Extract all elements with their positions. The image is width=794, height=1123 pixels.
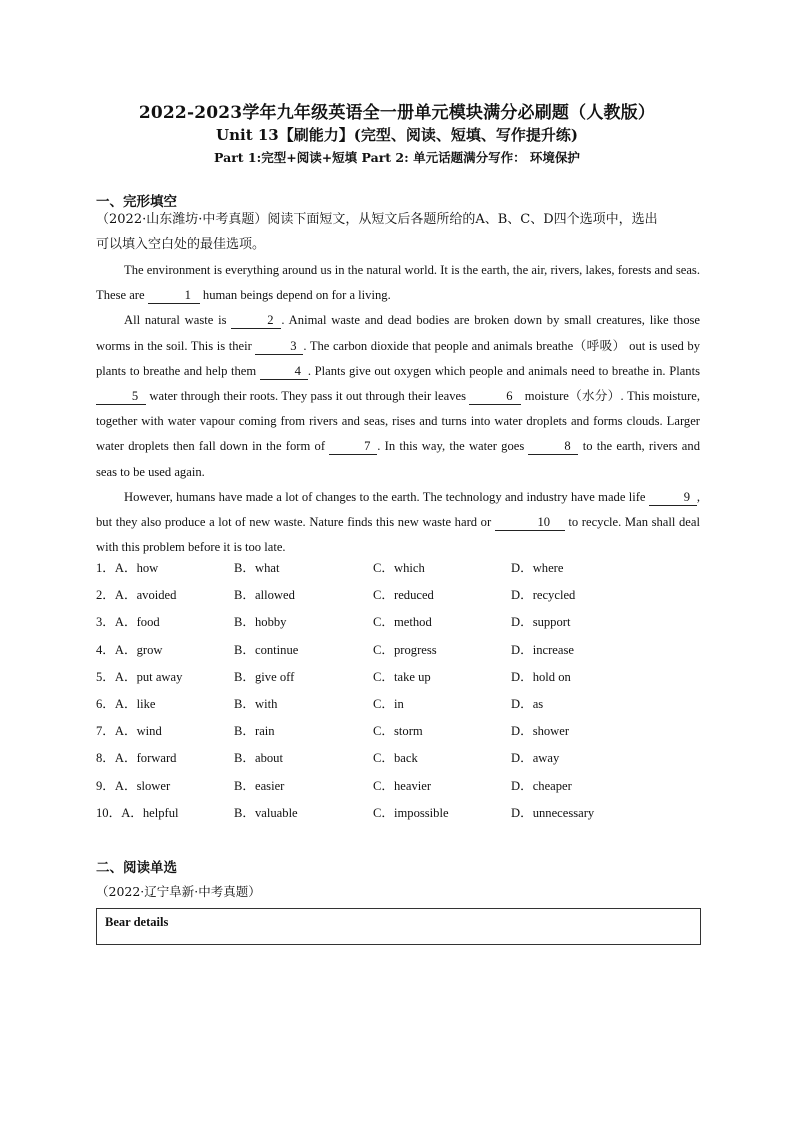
question-row (96, 639, 700, 666)
option-c: C．method (373, 615, 432, 630)
option-c: C．progress (373, 642, 437, 657)
question-row (96, 802, 700, 829)
option-b: B．about (234, 751, 283, 766)
option-d: D．unnecessary (511, 805, 595, 820)
blank-6: 6 (469, 388, 521, 405)
parts-subtitle: Part 1:完型+阅读+短填 Part 2: 单元话题满分写作： 环境保护 (214, 150, 580, 165)
cloze-passage (96, 258, 700, 560)
option-c: C．heavier (373, 778, 432, 793)
option-c: C．storm (373, 724, 423, 739)
option-b: B．with (234, 696, 278, 711)
unit-title: Unit 13【刷能力】(完型、阅读、短填、写作提升练) (216, 126, 578, 144)
document-title: 2022-2023学年九年级英语全一册单元模块满分必刷题（人教版） (138, 103, 656, 123)
question-options (96, 557, 700, 829)
option-c: C．reduced (373, 588, 434, 603)
section1-instruction (96, 207, 700, 257)
option-a: 2．A．avoided (96, 588, 177, 603)
question-row (96, 775, 700, 802)
question-row (96, 611, 700, 638)
section1-heading: 一、完形填空 (96, 194, 177, 210)
passage-paragraph-3: However, humans have made a lot of changes to the earth. The technology and industry have made life 9 , but they also produce a lot of new waste. Nature finds this new waste hard or 10 to recycle. Man shall deal with this problem before it is too late. (96, 489, 700, 555)
question-row (96, 720, 700, 747)
option-b: B．valuable (234, 805, 298, 820)
section2-source: （2022·辽宁阜新·中考真题） (96, 884, 261, 899)
option-b: B．hobby (234, 615, 287, 630)
option-d: D．cheaper (511, 778, 572, 793)
blank-7: 7 (329, 438, 377, 455)
option-a: 7．A．wind (96, 724, 162, 739)
option-a: 5．A．put away (96, 669, 183, 684)
option-b: B．easier (234, 778, 285, 793)
option-a: 10．A．helpful (96, 805, 179, 820)
option-c: C．in (373, 696, 404, 711)
option-a: 8．A．forward (96, 751, 177, 766)
option-a: 9．A．slower (96, 778, 171, 793)
option-d: D．away (511, 751, 560, 766)
option-a: 6．A．like (96, 696, 156, 711)
option-b: B．continue (234, 642, 299, 657)
reading-passage-box (96, 908, 701, 945)
blank-1: 1 (148, 287, 200, 304)
question-row (96, 557, 700, 584)
blank-5: 5 (96, 388, 146, 405)
blank-8: 8 (528, 438, 578, 455)
option-d: D．as (511, 696, 544, 711)
blank-4: 4 (260, 363, 308, 380)
question-row (96, 666, 700, 693)
option-d: D．support (511, 615, 571, 630)
box-title: Bear details (105, 915, 169, 929)
question-row (96, 584, 700, 611)
option-b: B．what (234, 561, 280, 575)
option-c: C．impossible (373, 805, 449, 820)
option-c: C．take up (373, 669, 431, 684)
option-a: 1．A．how (96, 561, 159, 575)
instruction-line-1: （2022·山东潍坊·中考真题）阅读下面短文，从短文后各题所给的A、B、C、D四个选项中，选出 (96, 212, 658, 227)
blank-10: 10 (495, 514, 565, 531)
option-c: C．back (373, 751, 418, 766)
option-b: B．rain (234, 724, 275, 739)
option-d: D．shower (511, 724, 570, 739)
option-a: 4．A．grow (96, 642, 163, 657)
option-d: D．increase (511, 642, 574, 657)
option-b: B．allowed (234, 588, 295, 603)
option-b: B．give off (234, 669, 295, 684)
passage-paragraph-2: All natural waste is 2 . Animal waste and dead bodies are broken down by small creatures, like those worms in the soil. This is their 3 . The carbon dioxide that people and animals breathe（呼吸） out is used by plants to breathe and help them 4 . Plants give out oxygen which people and animals need to breathe in. Plants 5 water through their roots. They pass it out through their leaves 6 moisture（水分）. This moisture, together with water vapour coming from rivers and seas, rises and turns into water droplets and forms clouds. Larger water droplets then fall down in the form of 7 . In this way, the water goes 8 to the earth, rivers and seas to be used again. (96, 313, 701, 479)
passage-paragraph-1: The environment is everything around us in the natural world. It is the earth, the air, rivers, lakes, forests and seas. These are 1 human beings depend on for a living. (96, 263, 700, 303)
instruction-line-2: 可以填入空白处的最佳选项。 (96, 237, 266, 252)
option-d: D．recycled (511, 588, 576, 603)
question-row (96, 693, 700, 720)
question-row (96, 747, 700, 774)
option-c: C．which (373, 561, 425, 575)
blank-3: 3 (255, 338, 303, 355)
blank-9: 9 (649, 489, 697, 506)
option-a: 3．A．food (96, 615, 160, 630)
section2-heading: 二、阅读单选 (96, 860, 177, 876)
option-d: D．where (511, 561, 564, 575)
blank-2: 2 (231, 312, 281, 329)
option-d: D．hold on (511, 669, 571, 684)
